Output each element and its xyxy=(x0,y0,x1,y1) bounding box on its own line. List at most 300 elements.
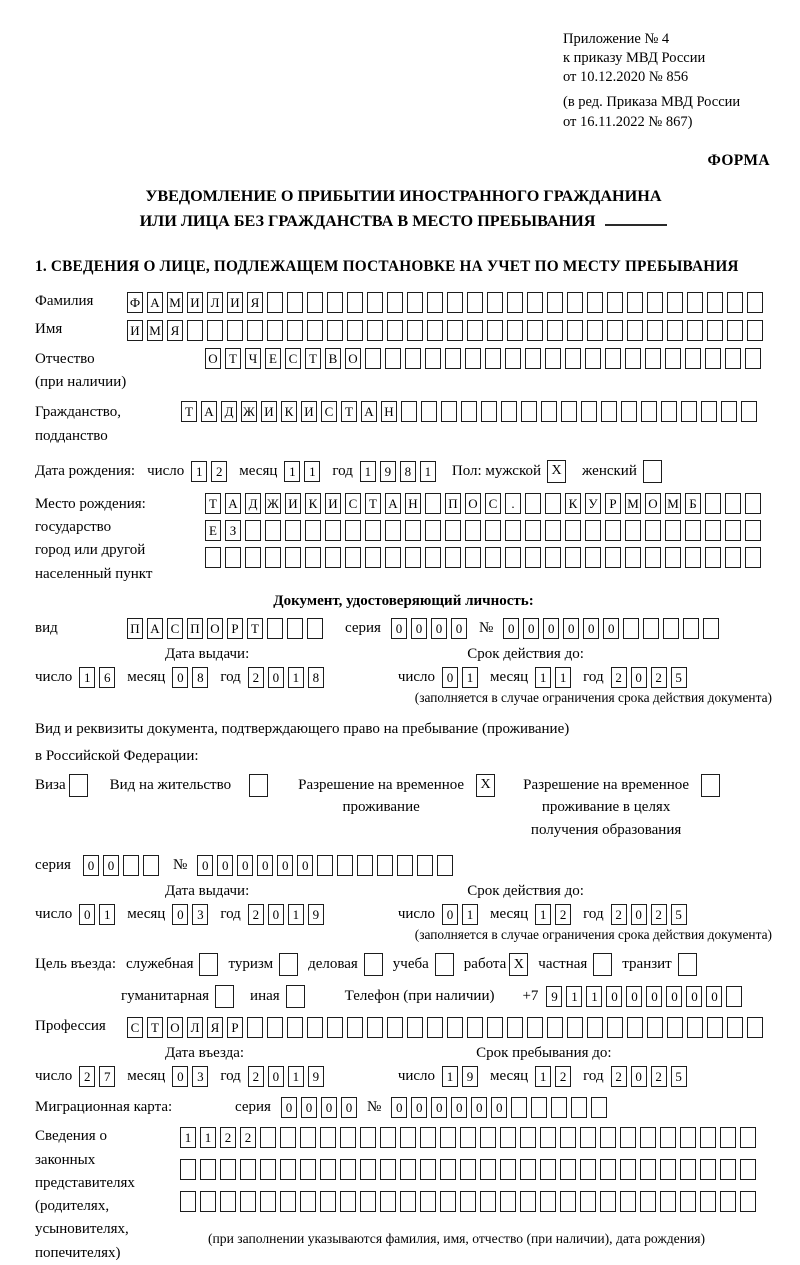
char-cell[interactable] xyxy=(645,547,661,568)
char-cell[interactable]: 0 xyxy=(503,618,519,639)
purpose-other-checkbox[interactable] xyxy=(286,985,305,1008)
char-cell[interactable] xyxy=(620,1127,636,1148)
char-cell[interactable] xyxy=(320,1191,336,1212)
char-cell[interactable] xyxy=(441,401,457,422)
char-cell[interactable] xyxy=(300,1159,316,1180)
char-cell[interactable] xyxy=(667,320,683,341)
char-cell[interactable] xyxy=(400,1191,416,1212)
char-cell[interactable] xyxy=(427,292,443,313)
char-cell[interactable] xyxy=(663,618,679,639)
char-cell[interactable] xyxy=(726,986,742,1007)
char-cell[interactable] xyxy=(687,1017,703,1038)
char-cell[interactable] xyxy=(180,1191,196,1212)
char-cell[interactable]: М xyxy=(625,493,641,514)
char-cell[interactable] xyxy=(401,401,417,422)
char-cell[interactable]: 0 xyxy=(631,1066,647,1087)
char-cell[interactable]: О xyxy=(207,618,223,639)
char-cell[interactable] xyxy=(465,348,481,369)
char-cell[interactable]: 1 xyxy=(462,667,478,688)
char-cell[interactable]: 0 xyxy=(523,618,539,639)
char-cell[interactable]: М xyxy=(147,320,163,341)
char-cell[interactable] xyxy=(607,320,623,341)
char-cell[interactable] xyxy=(571,1097,587,1118)
char-cell[interactable]: А xyxy=(147,292,163,313)
char-cell[interactable] xyxy=(540,1159,556,1180)
char-cell[interactable]: 0 xyxy=(471,1097,487,1118)
char-cell[interactable]: 2 xyxy=(248,904,264,925)
char-cell[interactable] xyxy=(305,520,321,541)
char-cell[interactable]: 0 xyxy=(686,986,702,1007)
char-cell[interactable] xyxy=(427,320,443,341)
char-cell[interactable]: 0 xyxy=(411,1097,427,1118)
char-cell[interactable]: Т xyxy=(305,348,321,369)
char-cell[interactable]: И xyxy=(301,401,317,422)
char-cell[interactable] xyxy=(445,547,461,568)
char-cell[interactable]: 1 xyxy=(99,904,115,925)
char-cell[interactable]: А xyxy=(361,401,377,422)
char-cell[interactable] xyxy=(680,1191,696,1212)
char-cell[interactable] xyxy=(220,1191,236,1212)
char-cell[interactable]: Я xyxy=(207,1017,223,1038)
residence-permit-checkbox[interactable] xyxy=(249,774,268,797)
purpose-tourism-checkbox[interactable] xyxy=(279,953,298,976)
char-cell[interactable] xyxy=(247,320,263,341)
char-cell[interactable] xyxy=(143,855,159,876)
char-cell[interactable]: Т xyxy=(341,401,357,422)
char-cell[interactable] xyxy=(685,520,701,541)
char-cell[interactable] xyxy=(481,401,497,422)
char-cell[interactable]: П xyxy=(187,618,203,639)
char-cell[interactable]: 0 xyxy=(391,618,407,639)
char-cell[interactable]: И xyxy=(227,292,243,313)
char-cell[interactable] xyxy=(560,1127,576,1148)
char-cell[interactable]: 2 xyxy=(555,904,571,925)
char-cell[interactable] xyxy=(345,547,361,568)
char-cell[interactable] xyxy=(345,520,361,541)
char-cell[interactable]: Е xyxy=(205,520,221,541)
char-cell[interactable]: 0 xyxy=(646,986,662,1007)
char-cell[interactable]: Н xyxy=(381,401,397,422)
char-cell[interactable]: . xyxy=(505,493,521,514)
char-cell[interactable] xyxy=(385,348,401,369)
char-cell[interactable] xyxy=(660,1191,676,1212)
char-cell[interactable] xyxy=(317,855,333,876)
char-cell[interactable] xyxy=(641,401,657,422)
char-cell[interactable]: К xyxy=(565,493,581,514)
char-cell[interactable]: 1 xyxy=(535,667,551,688)
char-cell[interactable]: 5 xyxy=(671,667,687,688)
char-cell[interactable]: 1 xyxy=(284,461,300,482)
char-cell[interactable]: В xyxy=(325,348,341,369)
char-cell[interactable] xyxy=(320,1127,336,1148)
char-cell[interactable]: Я xyxy=(247,292,263,313)
char-cell[interactable] xyxy=(245,520,261,541)
char-cell[interactable] xyxy=(740,1159,756,1180)
char-cell[interactable] xyxy=(527,1017,543,1038)
char-cell[interactable] xyxy=(407,320,423,341)
char-cell[interactable] xyxy=(620,1191,636,1212)
char-cell[interactable]: Р xyxy=(605,493,621,514)
char-cell[interactable] xyxy=(525,520,541,541)
char-cell[interactable] xyxy=(647,1017,663,1038)
char-cell[interactable]: 1 xyxy=(191,461,207,482)
char-cell[interactable] xyxy=(220,1159,236,1180)
char-cell[interactable] xyxy=(320,1159,336,1180)
char-cell[interactable]: 0 xyxy=(268,667,284,688)
char-cell[interactable]: 0 xyxy=(268,1066,284,1087)
char-cell[interactable] xyxy=(365,520,381,541)
purpose-private-checkbox[interactable] xyxy=(593,953,612,976)
char-cell[interactable] xyxy=(600,1159,616,1180)
char-cell[interactable] xyxy=(640,1127,656,1148)
char-cell[interactable] xyxy=(405,348,421,369)
char-cell[interactable] xyxy=(567,320,583,341)
char-cell[interactable]: С xyxy=(127,1017,143,1038)
char-cell[interactable] xyxy=(547,320,563,341)
char-cell[interactable] xyxy=(425,547,441,568)
char-cell[interactable] xyxy=(725,547,741,568)
char-cell[interactable] xyxy=(601,401,617,422)
char-cell[interactable] xyxy=(525,547,541,568)
char-cell[interactable] xyxy=(420,1191,436,1212)
char-cell[interactable] xyxy=(645,520,661,541)
char-cell[interactable] xyxy=(600,1127,616,1148)
char-cell[interactable] xyxy=(561,401,577,422)
char-cell[interactable]: 6 xyxy=(99,667,115,688)
char-cell[interactable]: 9 xyxy=(462,1066,478,1087)
char-cell[interactable]: Л xyxy=(207,292,223,313)
char-cell[interactable] xyxy=(545,520,561,541)
char-cell[interactable]: Т xyxy=(147,1017,163,1038)
char-cell[interactable]: 0 xyxy=(237,855,253,876)
char-cell[interactable]: 0 xyxy=(172,667,188,688)
char-cell[interactable] xyxy=(660,1159,676,1180)
char-cell[interactable] xyxy=(487,1017,503,1038)
char-cell[interactable]: 1 xyxy=(586,986,602,1007)
char-cell[interactable] xyxy=(740,1191,756,1212)
char-cell[interactable] xyxy=(420,1127,436,1148)
char-cell[interactable]: Т xyxy=(205,493,221,514)
char-cell[interactable]: Т xyxy=(181,401,197,422)
char-cell[interactable] xyxy=(407,1017,423,1038)
char-cell[interactable]: 2 xyxy=(611,904,627,925)
char-cell[interactable] xyxy=(591,1097,607,1118)
char-cell[interactable] xyxy=(347,292,363,313)
char-cell[interactable] xyxy=(585,348,601,369)
char-cell[interactable] xyxy=(445,520,461,541)
char-cell[interactable]: 2 xyxy=(211,461,227,482)
char-cell[interactable]: 1 xyxy=(180,1127,196,1148)
char-cell[interactable]: 0 xyxy=(583,618,599,639)
char-cell[interactable] xyxy=(705,547,721,568)
char-cell[interactable] xyxy=(240,1159,256,1180)
char-cell[interactable]: З xyxy=(225,520,241,541)
purpose-official-checkbox[interactable] xyxy=(199,953,218,976)
char-cell[interactable] xyxy=(705,520,721,541)
char-cell[interactable]: И xyxy=(187,292,203,313)
purpose-humanitarian-checkbox[interactable] xyxy=(215,985,234,1008)
char-cell[interactable] xyxy=(747,1017,763,1038)
char-cell[interactable] xyxy=(687,320,703,341)
char-cell[interactable] xyxy=(337,855,353,876)
char-cell[interactable] xyxy=(260,1191,276,1212)
char-cell[interactable] xyxy=(605,520,621,541)
char-cell[interactable]: И xyxy=(261,401,277,422)
char-cell[interactable] xyxy=(367,292,383,313)
char-cell[interactable] xyxy=(327,1017,343,1038)
char-cell[interactable]: 1 xyxy=(79,667,95,688)
char-cell[interactable] xyxy=(357,855,373,876)
char-cell[interactable] xyxy=(267,618,283,639)
char-cell[interactable] xyxy=(417,855,433,876)
char-cell[interactable] xyxy=(667,292,683,313)
char-cell[interactable] xyxy=(465,520,481,541)
char-cell[interactable] xyxy=(720,1159,736,1180)
char-cell[interactable] xyxy=(725,348,741,369)
char-cell[interactable] xyxy=(627,320,643,341)
char-cell[interactable] xyxy=(725,520,741,541)
char-cell[interactable] xyxy=(447,292,463,313)
char-cell[interactable] xyxy=(623,618,639,639)
char-cell[interactable]: С xyxy=(285,348,301,369)
char-cell[interactable] xyxy=(347,1017,363,1038)
char-cell[interactable]: И xyxy=(325,493,341,514)
char-cell[interactable] xyxy=(280,1191,296,1212)
sex-male-checkbox[interactable]: X xyxy=(547,460,566,483)
char-cell[interactable] xyxy=(485,348,501,369)
char-cell[interactable]: О xyxy=(465,493,481,514)
char-cell[interactable]: 0 xyxy=(706,986,722,1007)
char-cell[interactable] xyxy=(287,1017,303,1038)
char-cell[interactable] xyxy=(625,520,641,541)
char-cell[interactable] xyxy=(580,1159,596,1180)
char-cell[interactable] xyxy=(405,547,421,568)
char-cell[interactable] xyxy=(565,520,581,541)
char-cell[interactable] xyxy=(747,292,763,313)
char-cell[interactable] xyxy=(540,1191,556,1212)
char-cell[interactable] xyxy=(327,320,343,341)
char-cell[interactable]: 1 xyxy=(566,986,582,1007)
char-cell[interactable]: 0 xyxy=(197,855,213,876)
char-cell[interactable] xyxy=(200,1159,216,1180)
char-cell[interactable]: 0 xyxy=(391,1097,407,1118)
char-cell[interactable] xyxy=(545,547,561,568)
char-cell[interactable] xyxy=(527,292,543,313)
char-cell[interactable] xyxy=(325,547,341,568)
char-cell[interactable] xyxy=(541,401,557,422)
char-cell[interactable] xyxy=(487,292,503,313)
char-cell[interactable] xyxy=(267,292,283,313)
char-cell[interactable] xyxy=(587,320,603,341)
char-cell[interactable] xyxy=(425,348,441,369)
char-cell[interactable] xyxy=(360,1191,376,1212)
char-cell[interactable] xyxy=(507,320,523,341)
char-cell[interactable] xyxy=(440,1127,456,1148)
char-cell[interactable] xyxy=(507,292,523,313)
char-cell[interactable]: 9 xyxy=(546,986,562,1007)
char-cell[interactable]: И xyxy=(285,493,301,514)
char-cell[interactable] xyxy=(545,348,561,369)
char-cell[interactable] xyxy=(465,547,481,568)
char-cell[interactable]: Д xyxy=(245,493,261,514)
char-cell[interactable]: 2 xyxy=(611,667,627,688)
char-cell[interactable] xyxy=(511,1097,527,1118)
char-cell[interactable] xyxy=(585,520,601,541)
char-cell[interactable]: 2 xyxy=(248,1066,264,1087)
char-cell[interactable] xyxy=(205,547,221,568)
temp-residence-checkbox[interactable]: X xyxy=(476,774,495,797)
char-cell[interactable]: 1 xyxy=(288,1066,304,1087)
char-cell[interactable]: 0 xyxy=(103,855,119,876)
char-cell[interactable] xyxy=(327,292,343,313)
char-cell[interactable] xyxy=(727,320,743,341)
char-cell[interactable] xyxy=(627,292,643,313)
char-cell[interactable] xyxy=(520,1159,536,1180)
char-cell[interactable] xyxy=(567,292,583,313)
char-cell[interactable] xyxy=(681,401,697,422)
char-cell[interactable]: 5 xyxy=(671,1066,687,1087)
char-cell[interactable]: К xyxy=(281,401,297,422)
char-cell[interactable] xyxy=(387,292,403,313)
char-cell[interactable]: 0 xyxy=(79,904,95,925)
char-cell[interactable] xyxy=(745,348,761,369)
temp-residence-edu-checkbox[interactable] xyxy=(701,774,720,797)
char-cell[interactable] xyxy=(360,1159,376,1180)
char-cell[interactable] xyxy=(265,547,281,568)
char-cell[interactable] xyxy=(367,1017,383,1038)
char-cell[interactable] xyxy=(707,292,723,313)
char-cell[interactable] xyxy=(685,348,701,369)
char-cell[interactable] xyxy=(705,493,721,514)
char-cell[interactable]: 1 xyxy=(304,461,320,482)
char-cell[interactable] xyxy=(180,1159,196,1180)
char-cell[interactable] xyxy=(500,1191,516,1212)
char-cell[interactable]: 2 xyxy=(555,1066,571,1087)
char-cell[interactable] xyxy=(700,1127,716,1148)
char-cell[interactable]: 0 xyxy=(626,986,642,1007)
char-cell[interactable] xyxy=(460,1159,476,1180)
char-cell[interactable] xyxy=(227,320,243,341)
char-cell[interactable] xyxy=(387,1017,403,1038)
char-cell[interactable]: 0 xyxy=(442,667,458,688)
char-cell[interactable] xyxy=(605,547,621,568)
char-cell[interactable] xyxy=(287,618,303,639)
char-cell[interactable] xyxy=(647,292,663,313)
char-cell[interactable] xyxy=(467,320,483,341)
char-cell[interactable]: Б xyxy=(685,493,701,514)
char-cell[interactable]: 0 xyxy=(451,1097,467,1118)
char-cell[interactable] xyxy=(640,1159,656,1180)
char-cell[interactable] xyxy=(487,320,503,341)
char-cell[interactable] xyxy=(285,520,301,541)
char-cell[interactable]: 1 xyxy=(288,667,304,688)
char-cell[interactable] xyxy=(440,1191,456,1212)
char-cell[interactable] xyxy=(400,1159,416,1180)
char-cell[interactable] xyxy=(520,1191,536,1212)
char-cell[interactable]: 0 xyxy=(257,855,273,876)
char-cell[interactable] xyxy=(565,547,581,568)
char-cell[interactable]: К xyxy=(305,493,321,514)
char-cell[interactable] xyxy=(665,547,681,568)
char-cell[interactable] xyxy=(245,547,261,568)
char-cell[interactable]: 0 xyxy=(321,1097,337,1118)
char-cell[interactable]: 1 xyxy=(535,904,551,925)
char-cell[interactable] xyxy=(740,1127,756,1148)
char-cell[interactable] xyxy=(625,547,641,568)
char-cell[interactable]: 0 xyxy=(563,618,579,639)
char-cell[interactable]: 1 xyxy=(200,1127,216,1148)
char-cell[interactable] xyxy=(123,855,139,876)
char-cell[interactable] xyxy=(540,1127,556,1148)
char-cell[interactable] xyxy=(507,1017,523,1038)
char-cell[interactable] xyxy=(665,348,681,369)
char-cell[interactable]: 1 xyxy=(420,461,436,482)
char-cell[interactable] xyxy=(647,320,663,341)
char-cell[interactable] xyxy=(340,1191,356,1212)
char-cell[interactable]: О xyxy=(645,493,661,514)
char-cell[interactable] xyxy=(467,292,483,313)
char-cell[interactable] xyxy=(305,547,321,568)
char-cell[interactable] xyxy=(267,320,283,341)
char-cell[interactable] xyxy=(427,1017,443,1038)
char-cell[interactable] xyxy=(480,1127,496,1148)
char-cell[interactable]: 0 xyxy=(431,618,447,639)
char-cell[interactable]: Т xyxy=(365,493,381,514)
char-cell[interactable] xyxy=(525,348,541,369)
char-cell[interactable] xyxy=(500,1159,516,1180)
char-cell[interactable] xyxy=(587,292,603,313)
char-cell[interactable] xyxy=(505,348,521,369)
char-cell[interactable] xyxy=(425,520,441,541)
char-cell[interactable] xyxy=(627,1017,643,1038)
char-cell[interactable]: 1 xyxy=(360,461,376,482)
char-cell[interactable]: Т xyxy=(225,348,241,369)
char-cell[interactable]: Ж xyxy=(265,493,281,514)
char-cell[interactable]: И xyxy=(127,320,143,341)
char-cell[interactable]: 1 xyxy=(442,1066,458,1087)
char-cell[interactable] xyxy=(687,292,703,313)
char-cell[interactable] xyxy=(720,1127,736,1148)
char-cell[interactable]: С xyxy=(345,493,361,514)
char-cell[interactable]: Е xyxy=(265,348,281,369)
char-cell[interactable]: 2 xyxy=(651,904,667,925)
char-cell[interactable]: 2 xyxy=(240,1127,256,1148)
char-cell[interactable] xyxy=(520,1127,536,1148)
sex-female-checkbox[interactable] xyxy=(643,460,662,483)
char-cell[interactable] xyxy=(600,1191,616,1212)
char-cell[interactable]: 0 xyxy=(431,1097,447,1118)
char-cell[interactable] xyxy=(307,618,323,639)
char-cell[interactable] xyxy=(551,1097,567,1118)
char-cell[interactable] xyxy=(380,1191,396,1212)
char-cell[interactable]: Л xyxy=(187,1017,203,1038)
char-cell[interactable]: 0 xyxy=(411,618,427,639)
char-cell[interactable]: 0 xyxy=(606,986,622,1007)
purpose-transit-checkbox[interactable] xyxy=(678,953,697,976)
char-cell[interactable]: С xyxy=(167,618,183,639)
char-cell[interactable] xyxy=(547,292,563,313)
char-cell[interactable]: Ф xyxy=(127,292,143,313)
char-cell[interactable]: С xyxy=(485,493,501,514)
char-cell[interactable] xyxy=(521,401,537,422)
char-cell[interactable] xyxy=(187,320,203,341)
char-cell[interactable] xyxy=(420,1159,436,1180)
char-cell[interactable] xyxy=(307,320,323,341)
char-cell[interactable] xyxy=(527,320,543,341)
char-cell[interactable] xyxy=(377,855,393,876)
char-cell[interactable] xyxy=(325,520,341,541)
char-cell[interactable]: Ч xyxy=(245,348,261,369)
